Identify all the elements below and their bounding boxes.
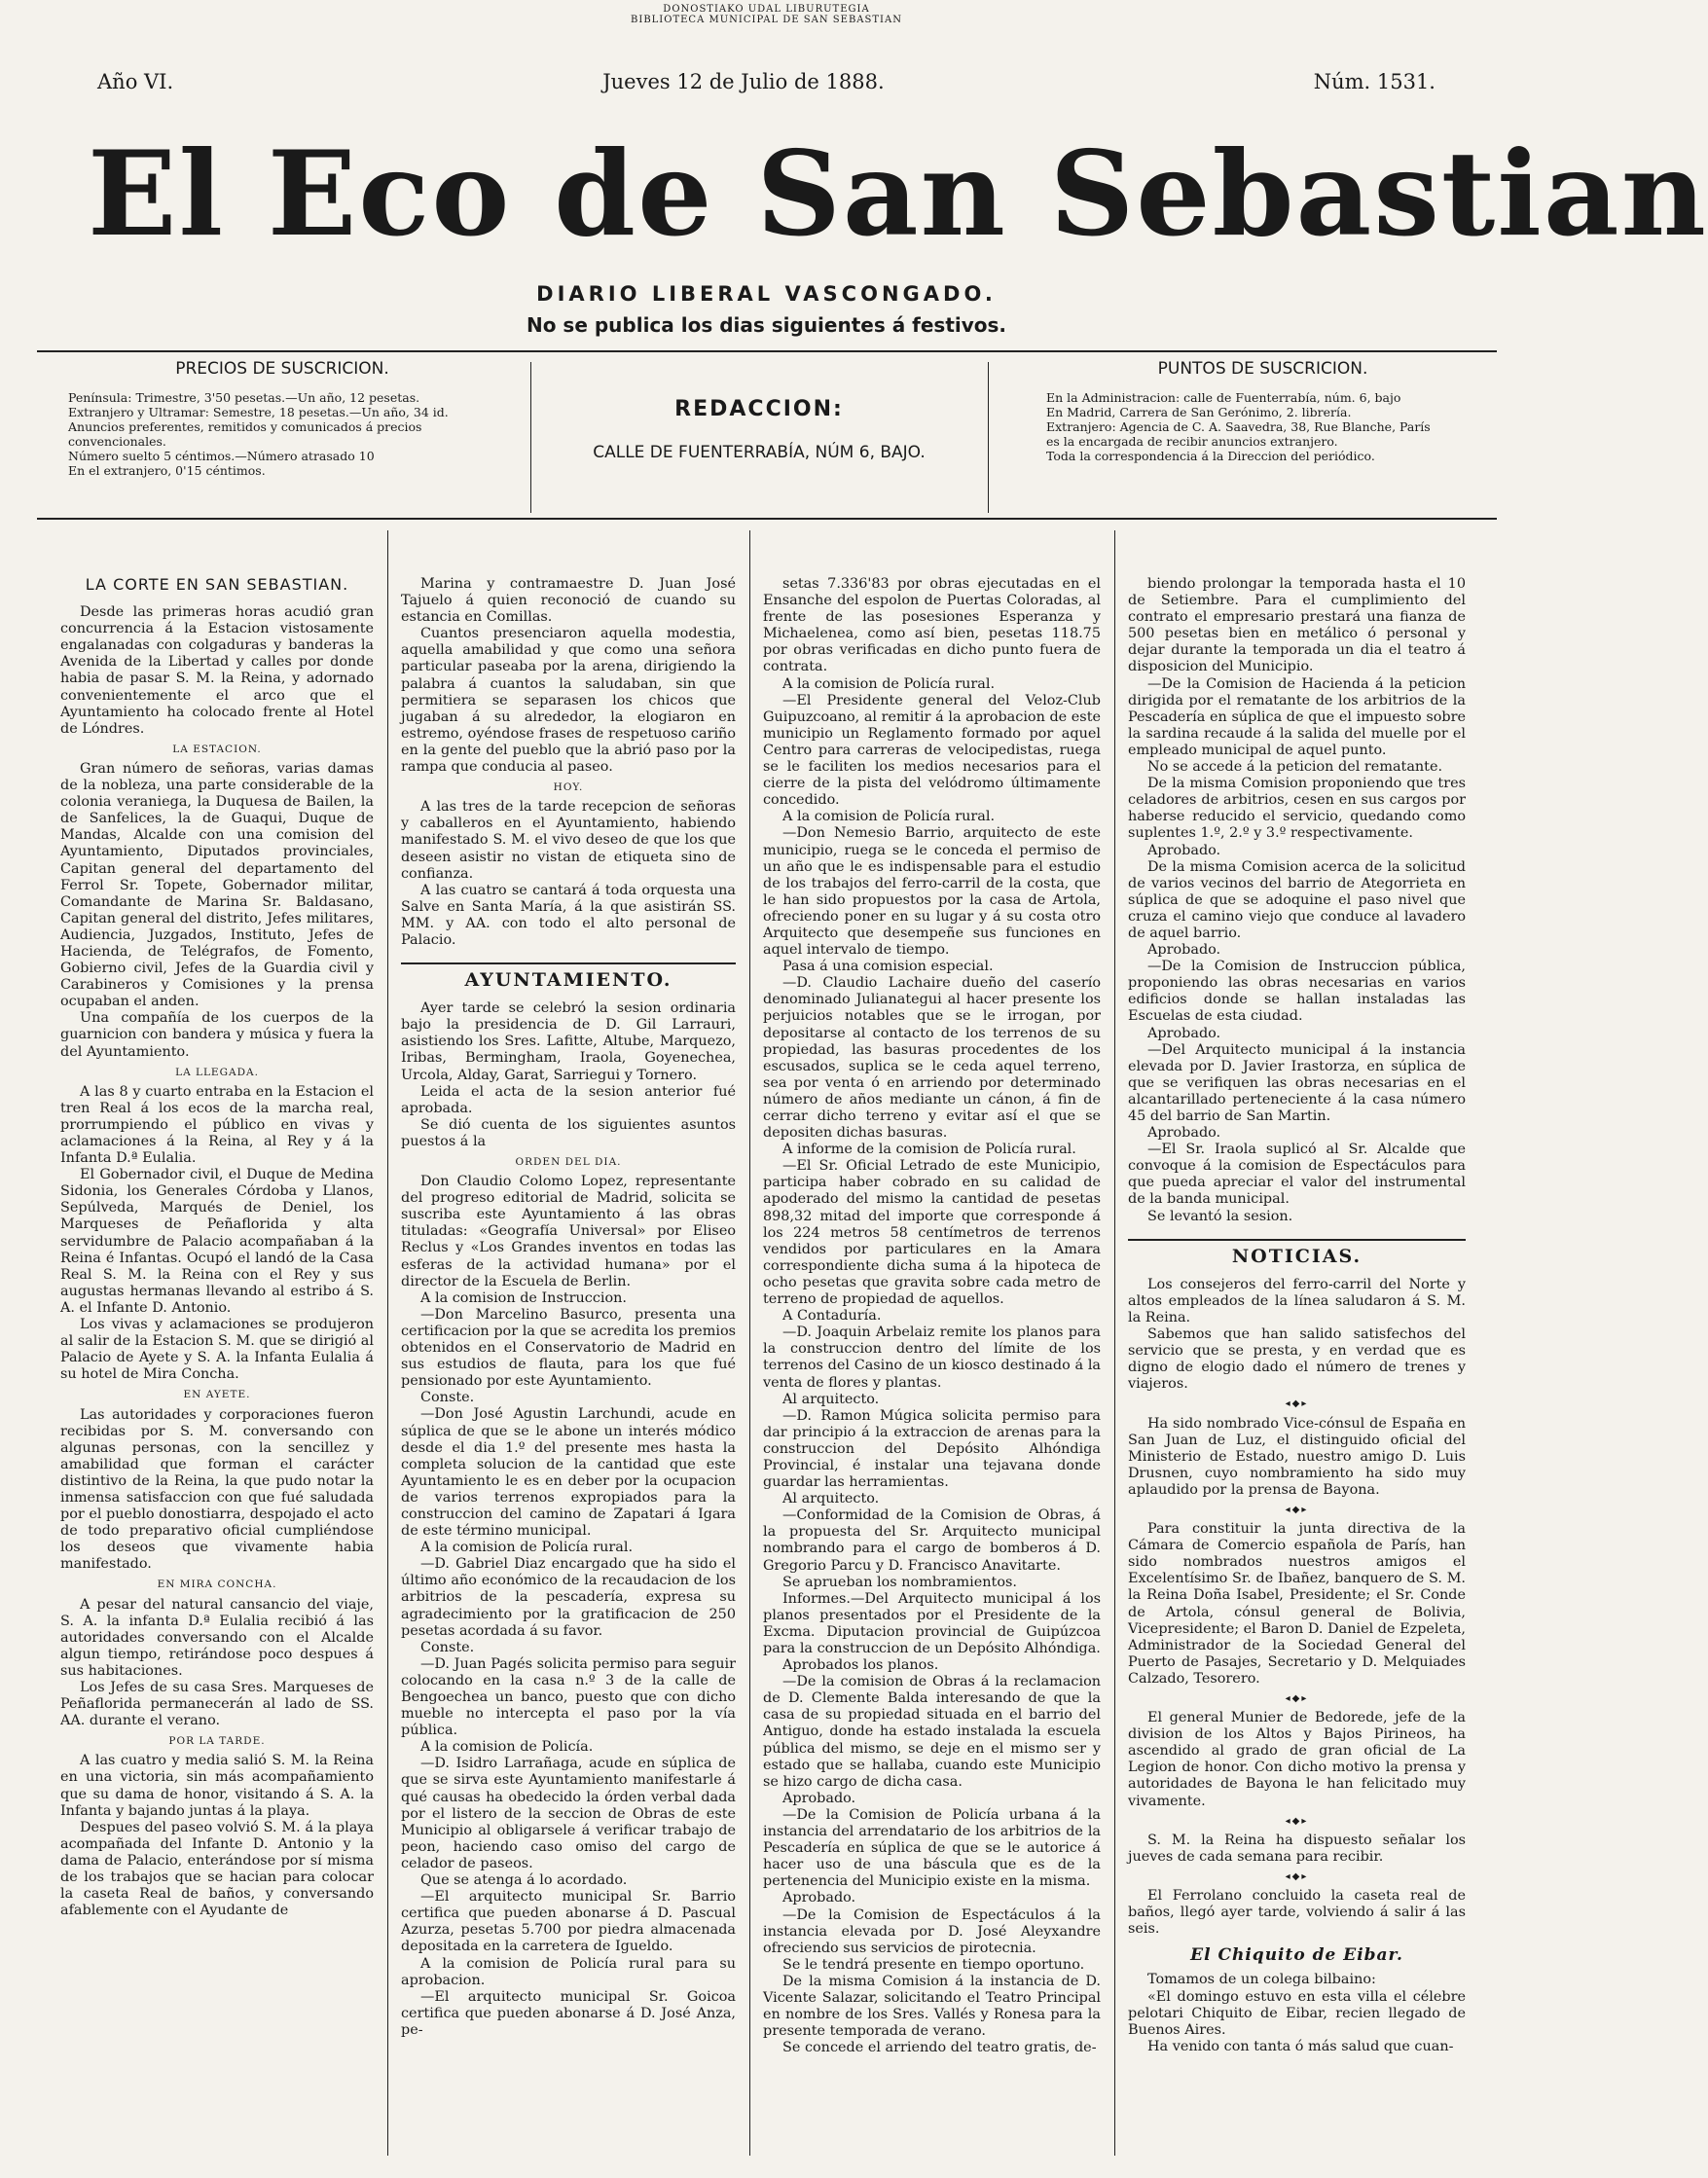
paragraph: Informes.—Del Arquitecto municipal á los planos presentados por el Presidente de la Excma. Diputacion provincial de Guipúzcoa para la construccion de un Depósito Alhóndiga. [763,1590,1101,1656]
paragraph: biendo prolongar la temporada hasta el 10 de Setiembre. Para el cumplimiento del contrato el empresario prestará una fianza de 500 pesetas bien en metálico ó personal y dejar durante la temporada un dia el teatro á disposicion del Municipio. [1128,576,1466,675]
paragraph: A la comision de Policía rural para su aprobacion. [401,1955,736,1988]
column-rule [1114,530,1115,2156]
archive-stamp-line: DONOSTIAKO UDAL LIBURUTEGIA [663,4,870,15]
paragraph: A la comision de Policía. [420,1739,594,1756]
column-rule [749,530,750,2156]
header-divider [988,362,989,513]
paragraph: —De la comision de Obras á la reclamacion de D. Clemente Balda interesando de que la casa de su propiedad situada en el barrio del Antiguo, donde ha estado instalada la escuela pública del mismo, se deje en el mismo ser y estado que se hallaba, cuando este Municipio se hizo cargo de dicha casa. [763,1674,1101,1790]
paragraph: Se dió cuenta de los siguientes asuntos puestos á la [401,1116,736,1149]
paragraph: El Gobernador civil, el Duque de Medina Sidonia, los Generales Córdoba y Llanos, Sepúlveda, Marqués de Deniel, los Marqueses de Peñaflorida y alta servidumbre de Palacio acompañaban á la Reina é Infantas. Ocupó el landó de la Casa Real S. M. la Reina con el Rey y sus augustas hermanas llevando al estribo á S. A. el Infante D. Antonio. [60,1167,374,1316]
paragraph: Aprobado. [1147,1125,1221,1142]
section-heading: HOY. [553,781,584,794]
paragraph: —D. Juan Pagés solicita permiso para seguir colocando en la casa n.º 3 de la calle de Bengoechea un banco, puesto que con dicho mueble no intercepta el paso por la vía pública. [401,1655,736,1739]
paragraph: Conste. [420,1639,475,1655]
paragraph: Se levantó la sesion. [1147,1208,1293,1224]
paragraph: A las 8 y cuarto entraba en la Estacion el tren Real á los ecos de la marcha real, prorrumpiendo el público en vivas y aclamaciones á la Reina, al Rey y á la Infanta D.ª Eulalia. [60,1083,374,1167]
paragraph: Las autoridades y corporaciones fueron recibidas por S. M. conversando con algunas personas, con la sencillez y amabilidad que forman el carácter distintivo de la Reina, la que pudo notar la inmensa satisfaccion con que fué saludada por el pueblo donostiarra, despojado el acto de todo preparativo oficial cumpliéndose los deseos que vivamente habia manifestado. [60,1406,374,1573]
points-title: PUNTOS DE SUSCRICION. [1157,359,1368,379]
separator-ornament: ◂◆▸ [1285,1504,1309,1515]
paragraph: setas 7.336'83 por obras ejecutadas en el Ensanche del espolon de Puertas Coloradas, al frente de las posesiones Esperanza y Michaelenea, como así bien, pesetas 118.75 por obras verificadas en dicho punto fuera de contrata. [763,576,1101,675]
separator-ornament: ◂◆▸ [1285,1815,1309,1827]
section-heading: POR LA TARDE. [168,1735,266,1748]
prices-line: Península: Trimestre, 3'50 pesetas.—Un año, 12 pesetas. [68,390,420,405]
prices-line: Anuncios preferentes, remitidos y comunicados á precios convencionales. [68,419,422,449]
column-rule [387,530,388,2156]
paragraph: —D. Isidro Larrañaga, acude en súplica de que se sirva este Ayuntamiento manifestarle á qué causas ha obedecido la órden verbal dada por el listero de la seccion de Obras de este Municipio al obligarsele á verificar trabajo de peon, haciendo caso omiso del cargo de celador de paseos. [401,1756,736,1871]
paragraph: A la comision de Policía rural. [420,1540,634,1556]
paragraph: Cuantos presenciaron aquella modestia, aquella amabilidad y que como una señora particular paseaba por la arena, dirigiendo la palabra á cuantos la saludaban, sin que permitiera se separasen los chicos que jugaban á su alrededor, la elogiaron en estremo, oyéndose frases de respetuoso cariño en la gente del pueblo que la abrió paso por la rampa que conducia al paseo. [401,626,736,776]
paragraph: A la comision de Policía rural. [782,675,996,692]
article-heading: LA CORTE EN SAN SEBASTIAN. [85,575,349,594]
article-subheading: El Chiquito de Eibar. [1190,1945,1403,1966]
paragraph: Aprobado. [1147,1025,1221,1041]
points-line: En Madrid, Carrera de San Gerónimo, 2. librería. [1046,405,1352,419]
paragraph: Aprobado. [782,1890,856,1906]
paragraph: A informe de la comision de Policía rural. [782,1142,1076,1158]
section-heading: ORDEN DEL DIA. [515,1156,622,1168]
paragraph: —D. Joaquin Arbelaiz remite los planos para la construccion dentro del límite de los terrenos del Casino de un kiosco destinado á la venta de flores y plantas. [763,1325,1101,1391]
issue-year: Año VI. [97,70,174,93]
prices-line: Número suelto 5 céntimos.—Número atrasado 10 [68,449,375,463]
issue-date: Jueves 12 de Julio de 1888. [602,70,885,93]
paragraph: —De la Comision de Instruccion pública, proponiendo las obras necesarias en varios edificios donde se hallan instaladas las Escuelas de esta ciudad. [1128,959,1466,1025]
paragraph: Se le tendrá presente en tiempo oportuno. [782,1956,1085,1973]
header-divider [530,362,531,513]
separator-ornament: ◂◆▸ [1285,1870,1309,1882]
section-heading: EN AYETE. [183,1389,251,1401]
paragraph: Al arquitecto. [782,1491,880,1507]
paragraph: De la misma Comision acerca de la solicitud de varios vecinos del barrio de Ategorrieta en súplica de que se adoquine el paso nivel que cruza el camino viejo que conduce al lavadero de aquel barrio. [1128,858,1466,941]
paragraph: —De la Comision de Espectáculos á la instancia elevada por D. José Aleyxandre ofreciendo sus servicios de pirotecnia. [763,1906,1101,1956]
paragraph: —Don Nemesio Barrio, arquitecto de este municipio, ruega se le conceda el permiso de un año que le es indispensable para el estudio de los trabajos del ferro-carril de la costa, que le han sido propuestos por la casa de Artola, ofreciendo poner en su lugar y á su costa otro Arquitecto que desempeñe sus funciones en aquel intervalo de tiempo. [763,825,1101,959]
issue-number: Núm. 1531. [1313,70,1435,93]
section-heading: EN MIRA CONCHA. [157,1579,277,1591]
paragraph: Aprobado. [782,1790,856,1806]
paragraph: A la comision de Policía rural. [782,809,996,825]
editorial-office-title: REDACCION: [674,397,844,421]
points-line: En la Administracion: calle de Fuenterrabía, núm. 6, bajo [1046,390,1401,405]
points-line: Extranjero: Agencia de C. A. Saavedra, 38, Rue Blanche, París [1046,419,1431,434]
paragraph: Ha sido nombrado Vice-cónsul de España en San Juan de Luz, el distinguido oficial del Ministerio de Estado, nuestro amigo D. Luis Drusnen, cuyo nombramiento ha sido muy aplaudido por la prensa de Bayona. [1128,1415,1466,1498]
paragraph: —El Sr. Iraola suplicó al Sr. Alcalde que convoque á la comision de Espectáculos para que pueda apreciar el valor del instrumental de la banda municipal. [1128,1142,1466,1208]
paragraph: Don Claudio Colomo Lopez, representante del progreso editorial de Madrid, solicita se suscriba este Ayuntamiento á las obras tituladas: «Geografía Universal» por Eliseo Reclus y «Los Grandes inventos en todas las esferas de la actividad humana» por el director de la Escuela de Berlin. [401,1174,736,1289]
issue-line [97,70,1435,93]
paragraph: Despues del paseo volvió S. M. á la playa acompañada del Infante D. Antonio y la dama de Palacio, enterándose por sí misma de los trabajos que se hacian para colocar la caseta Real de baños, y conversando afablemente con el Ayudante de [60,1819,374,1919]
paragraph: —Don Marcelino Basurco, presenta una certificacion por la que se acredita los premios obtenidos en el Conservatorio de Madrid en sus estudios de flauta, para los que fué pensionado por este Ayuntamiento. [401,1306,736,1390]
paragraph: Aprobado. [1147,842,1221,858]
paragraph: Ha venido con tanta ó más salud que cuan- [1147,2038,1454,2054]
article-column-1 [60,576,374,2153]
paragraph: Conste. [420,1390,475,1406]
paragraph: —El Presidente general del Veloz-Club Guipuzcoano, al remitir á la aprobacion de este municipio un Reglamento formado por aquel Centro para carreras de velocipedistas, ruega se le faciliten los medios necesarios para el cierre de la pista del velódromo últimamente concedido. [763,692,1101,809]
paragraph: A las tres de la tarde recepcion de señoras y caballeros en el Ayuntamiento, habiendo manifestado S. M. el vivo deseo de que los que deseen asistir no vistan de etiqueta sino de confianza. [401,799,736,882]
prices-line: En el extranjero, 0'15 céntimos. [68,463,266,478]
paragraph: —D. Ramon Múgica solicita permiso para dar principio á la extraccion de arenas para la construccion del Depósito Alhóndiga Provincial, é instalar una tejavana donde guardar las herramientas. [763,1407,1101,1491]
paragraph: Marina y contramaestre D. Juan José Tajuelo á quien reconoció de cuando su estancia en Comillas. [401,576,736,626]
paragraph: «El domingo estuvo en esta villa el célebre pelotari Chiquito de Eibar, recien llegado de Buenos Aires. [1128,1988,1466,2038]
paragraph: Gran número de señoras, varias damas de la nobleza, una parte considerable de la colonia veraniega, la Duquesa de Bailen, la de Sanfelices, la de Guaqui, Duque de Mandas, Alcalde con una comision del Ayuntamiento, Diputados provinciales, Capitan general del departamento del Ferrol Sr. Topete, Gobernador militar, Comandante de Marina Sr. Baldasano, Capitan general del distrito, Jefes militares, Audiencia, Juzgados, Instituto, Jefes de Hacienda, de Telégrafos, de Fomento, Gobierno civil, Jefes de la Guardia civil y Carabineros y Comisiones y la prensa ocupaban el anden. [60,760,374,1010]
paragraph: —Del Arquitecto municipal á la instancia elevada por D. Javier Irastorza, en súplica de que se verifiquen las obras necesarias en el alcantarillado perteneciente á la casa número 45 del barrio de San Martin. [1128,1041,1466,1124]
section-title: NOTICIAS. [1128,1239,1466,1265]
paragraph: A las cuatro y media salió S. M. la Reina en una victoria, sin más acompañamiento que su dama de honor, visitando á S. A. la Infanta y bajando juntas á la playa. [60,1753,374,1819]
article-column-4 [1128,576,1466,2153]
paragraph: —D. Claudio Lachaire dueño del caserío denominado Julianategui al hacer presente los perjuicios notables que se le irrogan, por depositarse al contacto de los terrenos de su propiedad, las basuras procedentes de los escusados, suplica se le ceda aquel terreno, sea por venta ó en arriendo por determinado número de años mediante un cánon, á fin de cerrar dicho terreno y evitar así el que se depositen dichas basuras. [763,975,1101,1142]
paragraph: A pesar del natural cansancio del viaje, S. A. la infanta D.ª Eulalia recibió á las autoridades conversando con el Alcalde algun tiempo, retirándose poco despues á sus habitaciones. [60,1596,374,1679]
paragraph: S. M. la Reina ha dispuesto señalar los jueves de cada semana para recibir. [1128,1832,1466,1865]
paragraph: Ayer tarde se celebró la sesion ordinaria bajo la presidencia de D. Gil Larrauri, asistiendo los Sres. Lafitte, Altube, Marquezo, Iribas, Bermingham, Iraola, Goyenechea, Urcola, Alday, Garat, Sarriegui y Tornero. [401,1000,736,1083]
header-rule [37,350,1497,352]
paragraph: El Ferrolano concluido la caseta real de baños, llegó ayer tarde, volviendo á salir á las seis. [1128,1888,1466,1938]
editorial-office [545,397,973,462]
editorial-office-address: CALLE DE FUENTERRABÍA, NÚM 6, BAJO. [593,443,926,462]
paragraph: —El arquitecto municipal Sr. Goicoa certifica que pueden abonarse á D. José Anza, pe- [401,1988,736,2038]
paragraph: —Don José Agustin Larchundi, acude en súplica de que se le abone un interés módico desde el dia 1.º del presente mes hasta la completa solucion de la cantidad que este Ayuntamiento le es en deber por la ocupacion de varios terrenos expropiados para la construccion del camino de Zapatari á Igara de este término municipal. [401,1406,736,1540]
paragraph: Leida el acta de la sesion anterior fué aprobada. [401,1083,736,1116]
paragraph: A las cuatro se cantará á toda orquesta una Salve en Santa María, á la que asistirán SS. MM. y AA. con todo el alto personal de Palacio. [401,882,736,948]
paragraph: A la comision de Instruccion. [420,1289,627,1306]
separator-ornament: ◂◆▸ [1285,1398,1309,1410]
newspaper-title: El Eco de San Sebastian [88,126,1708,263]
subscription-points [1046,359,1479,463]
paragraph: —Conformidad de la Comision de Obras, á la propuesta del Sr. Arquitecto municipal nombrando para el cargo de bomberos á D. Gregorio Parcu y D. Francisco Anavitarte. [763,1507,1101,1574]
separator-ornament: ◂◆▸ [1285,1693,1309,1704]
paragraph: Pasa á una comision especial. [782,959,994,975]
section-heading: LA ESTACION. [172,743,262,755]
paragraph: Que se atenga á lo acordado. [420,1872,628,1889]
paragraph: Aprobado. [1147,942,1221,959]
paragraph: Se concede el arriendo del teatro gratis, de- [782,2040,1097,2056]
paragraph: —El arquitecto municipal Sr. Barrio certifica que pueden abonarse á D. Pascual Azurza, pesetas 5.700 por piedra almacenada depositada en la carretera de Igueldo. [401,1889,736,1955]
archive-stamp-line: BIBLIOTECA MUNICIPAL DE SAN SEBASTIAN [631,15,902,25]
paragraph: Aprobados los planos. [782,1657,939,1674]
paragraph: De la misma Comision proponiendo que tres celadores de arbitrios, cesen en sus cargos por haberse reducido el servicio, quedando como suplentes 1.º, 2.º y 3.º respectivamente. [1128,776,1466,842]
prices-line: Extranjero y Ultramar: Semestre, 18 pesetas.—Un año, 34 id. [68,405,449,419]
publication-notice: No se publica los dias siguientes á festivos. [526,313,1007,337]
paragraph: Los vivas y aclamaciones se produjeron al salir de la Estacion S. M. que se dirigió al Palacio de Ayete y S. A. la Infanta Eulalia á su hotel de Mira Concha. [60,1317,374,1383]
paragraph: El general Munier de Bedorede, jefe de la division de los Altos y Bajos Pirineos, ha ascendido al grado de gran oficial de La Legion de honor. Con dicho motivo la prensa y autoridades de Bayona le han felicitado muy vivamente. [1128,1710,1466,1809]
paragraph: —De la Comision de Hacienda á la peticion dirigida por el rematante de los arbitrios de la Pescadería en súplica de que el impuesto sobre la sardina recaude á la salida del muelle por el empleado municipal de aquel punto. [1128,675,1466,758]
paragraph: Para constituir la junta directiva de la Cámara de Comercio española de París, han sido nombrados nuestros amigos el Excelentísimo Sr. de Ibañez, banquero de S. M. la Reina Doña Isabel, Presidente; el Sr. Conde de Artola, cónsul general de Bolivia, Vicepresidente; el Baron D. Daniel de Ezpeleta, Administrador de la Sociedad General del Puerto de Pasajes, Secretario y D. Melquiades Calzado, Tesorero. [1128,1521,1466,1687]
paragraph: Sabemos que han salido satisfechos del servicio que se presta, y en verdad que es digno de elogio dado el número de trenes y viajeros. [1128,1326,1466,1393]
article-column-2 [401,576,736,2153]
paragraph: —El Sr. Oficial Letrado de este Municipio, participa haber cobrado en su calidad de apoderado del mismo la cantidad de pesetas 898,32 mitad del importe que corresponde á los 224 metros 58 centímetros de terrenos vendidos por particulares en la Amara correspondiente dicha suma á la hipoteca de ocho pesetas que gravita sobre cada metro de terreno de propiedad de aquellos. [763,1158,1101,1308]
paragraph: Se aprueban los nombramientos. [782,1574,1017,1590]
points-line: es la encargada de recibir anuncios extranjero. [1046,434,1338,449]
points-line: Toda la correspondencia á la Direccion del periódico. [1046,449,1375,463]
subscription-prices [68,359,496,478]
newspaper-subtitle: DIARIO LIBERAL VASCONGADO. [536,282,997,306]
paragraph: A Contaduría. [782,1308,882,1325]
paragraph: No se accede á la peticion del rematante. [1147,759,1443,776]
article-column-3 [763,576,1101,2153]
paragraph: Una compañía de los cuerpos de la guarnicion con bandera y música y fuera la del Ayuntamiento. [60,1010,374,1060]
paragraph: Al arquitecto. [782,1391,880,1407]
paragraph: Los Jefes de su casa Sres. Marqueses de Peñaflorida permanecerán al lado de SS. AA. durante el verano. [60,1680,374,1729]
header-rule [37,518,1497,520]
section-heading: LA LLEGADA. [175,1066,259,1078]
paragraph: —D. Gabriel Diaz encargado que ha sido el último año económico de la recaudacion de los arbitrios de la pescadería, expresa su agradecimiento por la gratificacion de 250 pesetas acordada á su favor. [401,1556,736,1639]
paragraph: Desde las primeras horas acudió gran concurrencia á la Estacion vistosamente engalanadas con colgaduras y banderas la Avenida de la Libertad y calles por donde habia de pasar S. M. la Reina, y adornado convenientemente el arco que el Ayuntamiento ha colocado frente al Hotel de Lóndres. [60,604,374,737]
paragraph: —De la Comision de Policía urbana á la instancia del arrendatario de los arbitrios de la Pescadería en súplica de que se le autorice á hacer uso de una báscula que es de la pertenencia del Municipio existe en la misma. [763,1806,1101,1890]
paragraph: De la misma Comision á la instancia de D. Vicente Salazar, solicitando el Teatro Principal en nombre de los Sres. Vallés y Ronesa para la presente temporada de verano. [763,1973,1101,2040]
paragraph: Los consejeros del ferro-carril del Norte y altos empleados de la línea saludaron á S. M. la Reina. [1128,1276,1466,1325]
archive-stamp [0,4,1533,25]
section-title: AYUNTAMIENTO. [401,962,736,989]
prices-title: PRECIOS DE SUSCRICION. [175,359,389,379]
paragraph: Tomamos de un colega bilbaino: [1147,1972,1376,1988]
